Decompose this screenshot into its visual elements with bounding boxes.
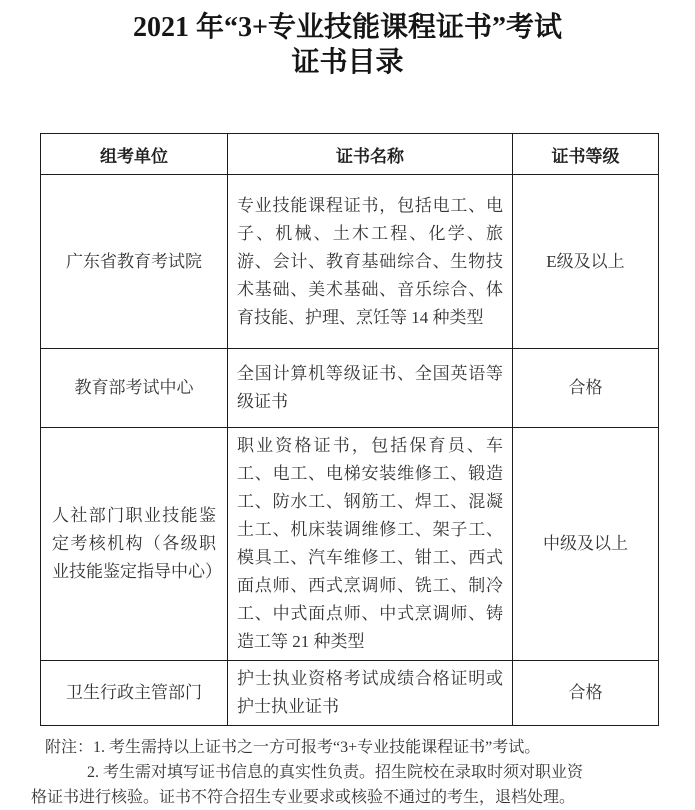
header-exam-organizer: 组考单位 xyxy=(41,134,228,175)
table-row xyxy=(41,349,659,428)
row-3-organizer: 人社部门职业技能鉴定考核机构（各级职业技能鉴定指导中心） xyxy=(41,428,228,661)
row-3-certificate-name: 职业资格证书，包括保育员、车工、电工、电梯安装维修工、锻造工、防水工、钢筋工、焊工、混凝土工、机床装调维修工、架子工、模具工、汽车维修工、钳工、西式面点师、西式烹调师、铣工、制冷工、中式面点师、中式烹调师、铸造工等 21 种类型 xyxy=(228,428,513,661)
row-1-certificate-name: 专业技能课程证书，包括电工、电子、机械、土木工程、化学、旅游、会计、教育基础综合、生物技术基础、美术基础、音乐综合、体育技能、护理、烹饪等 14 种类型 xyxy=(228,175,513,349)
footnote-2-part1: 2. 考生需对填写证书信息的真实性负责。招生院校在录取时须对职业资 xyxy=(87,764,584,781)
row-4-certificate-level: 合格 xyxy=(513,661,659,726)
table-header-row xyxy=(41,134,659,175)
footnotes xyxy=(30,735,678,810)
row-2-certificate-name: 全国计算机等级证书、全国英语等级证书 xyxy=(228,349,513,428)
table-row xyxy=(41,661,659,726)
row-4-certificate-name: 护士执业资格考试成绩合格证明或护士执业证书 xyxy=(228,661,513,726)
footnote-2-part2: 格证书进行核验。证书不符合招生专业要求或核验不通过的考生，退档处理。 xyxy=(31,789,576,806)
document-title xyxy=(0,0,695,80)
header-certificate-name: 证书名称 xyxy=(228,134,513,175)
document-title-line2: 证书目录 xyxy=(291,47,404,78)
row-1-certificate-level: E级及以上 xyxy=(513,175,659,349)
header-certificate-level: 证书等级 xyxy=(513,134,659,175)
row-3-certificate-level: 中级及以上 xyxy=(513,428,659,661)
table-row xyxy=(41,428,659,661)
row-2-certificate-level: 合格 xyxy=(513,349,659,428)
row-4-organizer: 卫生行政主管部门 xyxy=(41,661,228,726)
table-row xyxy=(41,175,659,349)
certificate-table xyxy=(40,133,659,726)
footnote-1: 附注：1. 考生需持以上证书之一方可报考“3+专业技能课程证书”考试。 xyxy=(45,739,541,756)
row-2-organizer: 教育部考试中心 xyxy=(41,349,228,428)
document-title-line1: 2021 年“3+专业技能课程证书”考试 xyxy=(133,12,562,43)
row-1-organizer: 广东省教育考试院 xyxy=(41,175,228,349)
